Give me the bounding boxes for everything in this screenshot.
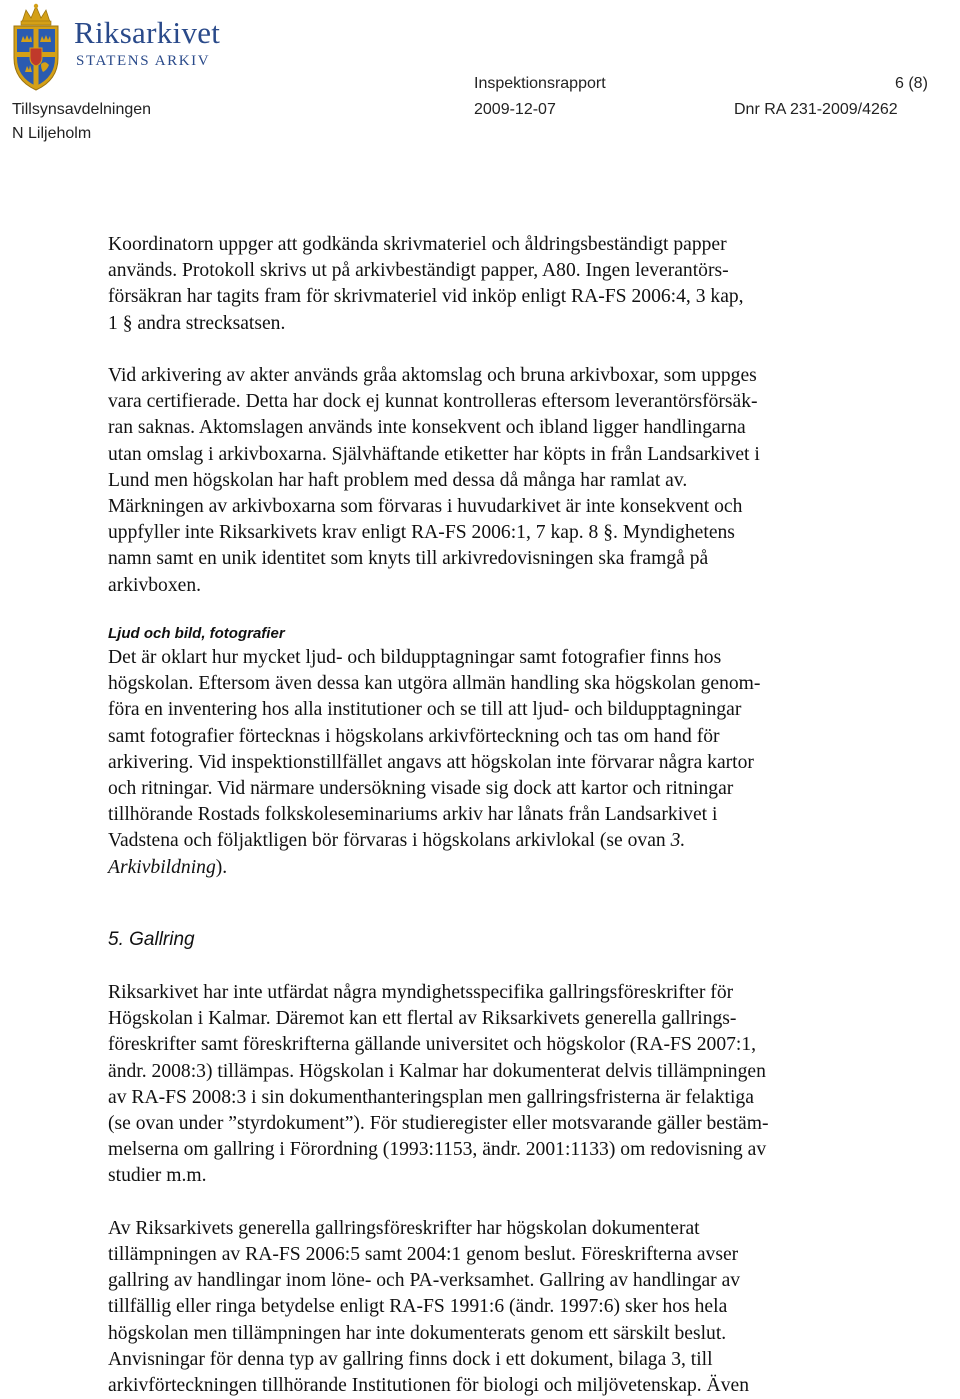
text-line: Anvisningar för denna typ av gallring finns dock i ett dokument, bilaga 3, till (108, 1348, 713, 1370)
subheading-audio-video: Ljud och bild, fotografier (108, 625, 285, 642)
body-block-1 (108, 232, 868, 599)
section-reference: Arkivbildning (108, 856, 216, 878)
text-line: vara certifierade. Detta har dock ej kunnat kontrolleras eftersom leverantörsförsäk- (108, 391, 758, 413)
text-segment: ). (215, 856, 228, 878)
section-heading-gallring: 5. Gallring (108, 929, 195, 950)
text-line: arkivboxen. (108, 574, 202, 596)
text-line: högskolan men tillämpningen har inte dokumenterats genom ett särskilt beslut. (108, 1322, 727, 1344)
body-block-2 (108, 645, 868, 881)
text-line: studier m.m. (108, 1165, 207, 1187)
author: N Liljeholm (12, 125, 92, 142)
text-line (108, 828, 868, 854)
text-line: tillhörande Rostads folkskoleseminariums arkiv har lånats från Landsarkivet i (108, 804, 718, 826)
text-line: högskolan. Eftersom även dessa kan utgöra allmän handling ska högskolan genom- (108, 673, 761, 695)
text-line: ändr. 2008:3) tillämpas. Högskolan i Kalmar har dokumenterat delvis tillämpningen (108, 1060, 766, 1082)
body-block-3 (108, 980, 868, 1399)
text-line: utan omslag i arkivboxarna. Självhäftande etiketter har köpts in från Landsarkivet i (108, 443, 760, 465)
text-segment: Vadstena och följaktligen bör förvaras i högskolans arkivlokal (se ovan (108, 830, 671, 852)
logo-name: Riksarkivet (74, 15, 221, 50)
page-number: 6 (8) (895, 75, 928, 92)
text-line: Vid arkivering av akter används gråa aktomslag och bruna arkivboxar, som uppges (108, 365, 757, 386)
text-line: föreskrifter samt föreskrifterna gällande universitet och högskolor (RA-FS 2007:1, (108, 1034, 757, 1056)
paragraph-gallring-rules (108, 980, 868, 1190)
text-line: föra en inventering hos alla institutioner och se till att ljud- och bildupptagningar (108, 699, 742, 721)
reference-number: Dnr RA 231-2009/4262 (734, 101, 898, 118)
text-line: Högskolan i Kalmar. Däremot kan ett flertal av Riksarkivets generella gallrings- (108, 1008, 737, 1030)
text-line: melserna om gallring i Förordning (1993:1153, ändr. 2001:1133) om redovisning av (108, 1139, 767, 1161)
text-line: används. Protokoll skrivs ut på arkivbeständigt papper, A80. Ingen leverantörs- (108, 260, 729, 282)
text-line: av RA-FS 2008:3 i sin dokumenthanteringsplan men gallringsfristerna är felaktiga (108, 1086, 754, 1108)
text-line: Koordinatorn uppger att godkända skrivmateriel och åldringsbeständigt papper (108, 234, 727, 255)
text-line: Lund men högskolan har haft problem med dessa då många har ramlat av. (108, 469, 688, 491)
text-line: ran saknas. Aktomslagen används inte konsekvent och ibland ligger handlingarna (108, 417, 746, 439)
text-line: namn samt en unik identitet som knyts till arkivredovisningen ska framgå på (108, 548, 709, 570)
text-line: tillämpningen av RA-FS 2006:5 samt 2004:1 genom beslut. Föreskrifterna avser (108, 1244, 739, 1266)
text-line: Riksarkivet har inte utfärdat några myndighetsspecifika gallringsföreskrifter för (108, 982, 734, 1003)
text-line: gallring av handlingar inom löne- och PA-verksamhet. Gallring av handlingar av (108, 1270, 741, 1292)
paragraph-writing-materials (108, 232, 868, 337)
text-line: och ritningar. Vid närmare undersökning visade sig dock att kartor och ritningar (108, 778, 734, 800)
text-line: arkivering. Vid inspektionstillfället angavs att högskolan inte förvarar några kartor (108, 751, 754, 773)
text-line: tillfällig eller ringa betydelse enligt RA-FS 1991:6 (ändr. 1997:6) sker hos hela (108, 1296, 728, 1318)
doc-type: Inspektionsrapport (474, 75, 606, 92)
department: Tillsynsavdelningen (12, 101, 152, 118)
paragraph-gallring-documentation (108, 1216, 868, 1399)
logo-subtitle: STATENS ARKIV (76, 53, 211, 69)
paragraph-archive-boxes (108, 363, 868, 599)
report-date: 2009-12-07 (474, 101, 556, 118)
text-line: uppfyller inte Riksarkivets krav enligt RA-FS 2006:1, 7 kap. 8 §. Myndighetens (108, 522, 735, 544)
text-line: (se ovan under ”styrdokument”). För studieregister eller motsvarande gäller bestäm- (108, 1113, 769, 1135)
text-line: försäkran har tagits fram för skrivmateriel vid inköp enligt RA-FS 2006:4, 3 kap, (108, 286, 744, 308)
text-line: Det är oklart hur mycket ljud- och bildupptagningar samt fotografier finns hos (108, 647, 722, 668)
text-line: samt fotografier förtecknas i högskolans arkivförteckning och tas om hand för (108, 725, 720, 747)
text-line: Av Riksarkivets generella gallringsföreskrifter har högskolan dokumenterat (108, 1217, 700, 1239)
paragraph-audio-video (108, 645, 868, 881)
swedish-royal-crest-icon (8, 2, 64, 92)
text-line: Märkningen av arkivboxarna som förvaras i huvudarkivet är inte konsekvent och (108, 496, 743, 518)
text-line: arkivförteckningen tillhörande Institutionen för biologi och miljövetenskap. Även (108, 1375, 749, 1397)
riksarkivet-logo (8, 2, 238, 94)
section-reference: 3. (670, 830, 686, 852)
text-line: 1 § andra strecksatsen. (108, 312, 286, 334)
text-line (108, 855, 868, 881)
